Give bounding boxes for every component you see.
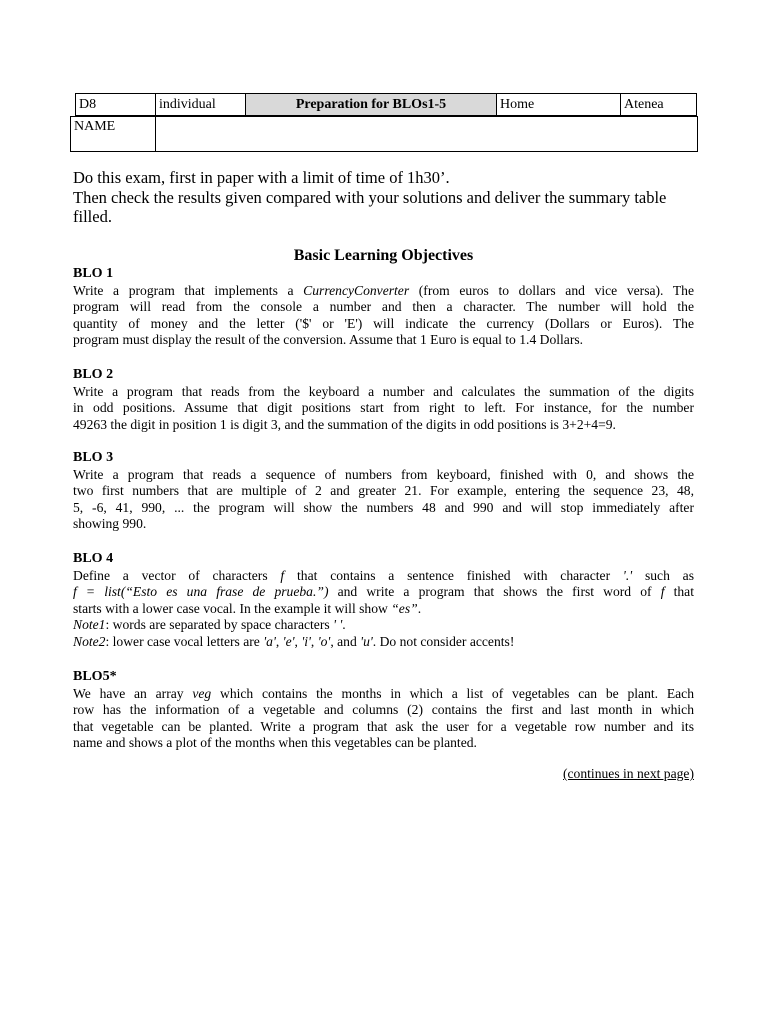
blo-5-body: [73, 686, 694, 752]
intro-instructions: [73, 168, 698, 227]
blo-3-body: [73, 467, 694, 533]
char-literal: 'a': [263, 633, 276, 649]
intro-line-1: Do this exam, first in paper with a limit of time of 1h30’.: [73, 168, 450, 187]
text-span: that contains a sentence finished with character: [284, 567, 623, 583]
blo-3-line: Write a program that reads a sequence of numbers from keyboard, finished with 0, and shows the: [73, 466, 694, 482]
text-span: which contains the months in which a list of vegetables can be plant. Each: [211, 685, 694, 701]
blo-2-body: [73, 384, 694, 434]
text-span: . Do not consider accents!: [372, 633, 515, 649]
blo-1-line: program must display the result of the conversion. Assume that 1 Euro is equal to 1.4 Dollars.: [73, 332, 584, 348]
var-name: veg: [192, 685, 212, 701]
text-span: (from euros to dollars and vice versa). The: [409, 282, 694, 298]
text-span: and write a program that shows the first word of: [328, 584, 661, 600]
blo-1-line: [73, 283, 694, 300]
blo-2: [73, 367, 694, 433]
blo-4-line: [73, 568, 694, 585]
char-literal: 'u': [360, 633, 373, 649]
blo-4-body: [73, 568, 694, 651]
text-span: : words are separated by space characters: [105, 617, 334, 633]
blo-2-line: in odd positions. Assume that digit positions start from right to left. For instance, for the number: [73, 400, 694, 416]
blo-1-line: program will read from the console a number and then a character. The number will hold the: [73, 299, 694, 315]
text-span: .: [342, 617, 346, 633]
var-name: f: [660, 584, 665, 600]
text-span: ,: [294, 633, 302, 649]
text-span: .: [417, 600, 422, 616]
exam-mode: individual: [156, 94, 246, 115]
blo-3-line: 5, -6, 41, 990, ... the program will show the numbers 48 and 990 and will stop immediately after: [73, 499, 694, 515]
blo-4-note-2: [73, 634, 694, 651]
blo-5-line: row has the information of a vegetable and columns (2) contains the first and last month in which: [73, 702, 694, 718]
header-table: [70, 93, 698, 152]
name-row: [70, 116, 698, 152]
var-name: f: [280, 567, 285, 583]
text-span: : lower case vocal letters are: [105, 633, 264, 649]
char-literal: '.': [622, 567, 633, 583]
blo-1: [73, 266, 694, 349]
blo-5-line: that vegetable can be planted. Write a program that ask the user for a vegetable row number and its: [73, 718, 694, 734]
text-span: Write a program that implements a: [73, 282, 304, 298]
blo-4: [73, 551, 694, 651]
blo-2-heading: BLO 2: [73, 367, 114, 382]
text-span: Define a vector of characters: [73, 567, 281, 583]
char-literal: 'e': [282, 633, 295, 649]
blo-4-heading: BLO 4: [73, 551, 114, 566]
blo-5-line: [73, 686, 694, 703]
text-span: that: [664, 584, 694, 600]
blo-1-line: quantity of money and the letter ('$' or 'E') will indicate the currency (Dollars or Euros). The: [73, 315, 694, 331]
blo-5: [73, 669, 694, 752]
continues-note: (continues in next page): [563, 766, 694, 781]
blo-5-line: name and shows a plot of the months when this vegetables can be planted.: [73, 735, 477, 751]
text-span: ,: [310, 633, 318, 649]
section-title: Basic Learning Objectives: [293, 247, 474, 264]
char-literal: ' ': [333, 617, 343, 633]
char-literal: 'i': [301, 633, 311, 649]
blo-2-line: 49263 the digit in position 1 is digit 3, and the summation of the digits in odd positions is 3+2+4=9.: [73, 416, 616, 432]
blo-3-line: two first numbers that are multiple of 2 and greater 21. For example, entering the sequence 23, 48,: [73, 483, 694, 499]
blo-2-line: Write a program that reads from the keyboard a number and calculates the summation of the digits: [73, 383, 694, 399]
text-span: We have an array: [73, 685, 193, 701]
blo-4-line: [73, 601, 694, 618]
code-example: f = list(“Esto es una frase de prueba.”): [73, 584, 329, 600]
blo-4-line: [73, 584, 694, 601]
char-literal: 'o': [317, 633, 331, 649]
text-span: such as: [632, 567, 694, 583]
text-span: , and: [330, 633, 361, 649]
header-row: [75, 93, 697, 116]
exam-title: Preparation for BLOs1-5: [246, 94, 497, 115]
text-span: starts with a lower case vocal. In the example it will show: [73, 600, 392, 616]
name-label: NAME: [71, 117, 156, 151]
course-code: D8: [76, 94, 156, 115]
text-span: ,: [275, 633, 283, 649]
note-label: Note1: [73, 617, 106, 633]
name-field[interactable]: [156, 117, 697, 151]
blo-3: [73, 450, 694, 533]
blo-3-line: showing 990.: [73, 516, 147, 532]
blo-1-heading: BLO 1: [73, 266, 114, 281]
location-home: Home: [497, 94, 621, 115]
note-label: Note2: [73, 633, 106, 649]
intro-line-2: Then check the results given compared with your solutions and deliver the summary table filled.: [73, 187, 667, 226]
blo-3-heading: BLO 3: [73, 450, 114, 465]
blo-1-body: [73, 283, 694, 349]
class-name: CurrencyConverter: [303, 282, 410, 298]
example-output: “es”: [391, 600, 418, 616]
blo-5-heading: BLO5*: [73, 669, 117, 684]
blo-4-note-1: [73, 617, 694, 634]
platform-name: Atenea: [624, 97, 664, 112]
